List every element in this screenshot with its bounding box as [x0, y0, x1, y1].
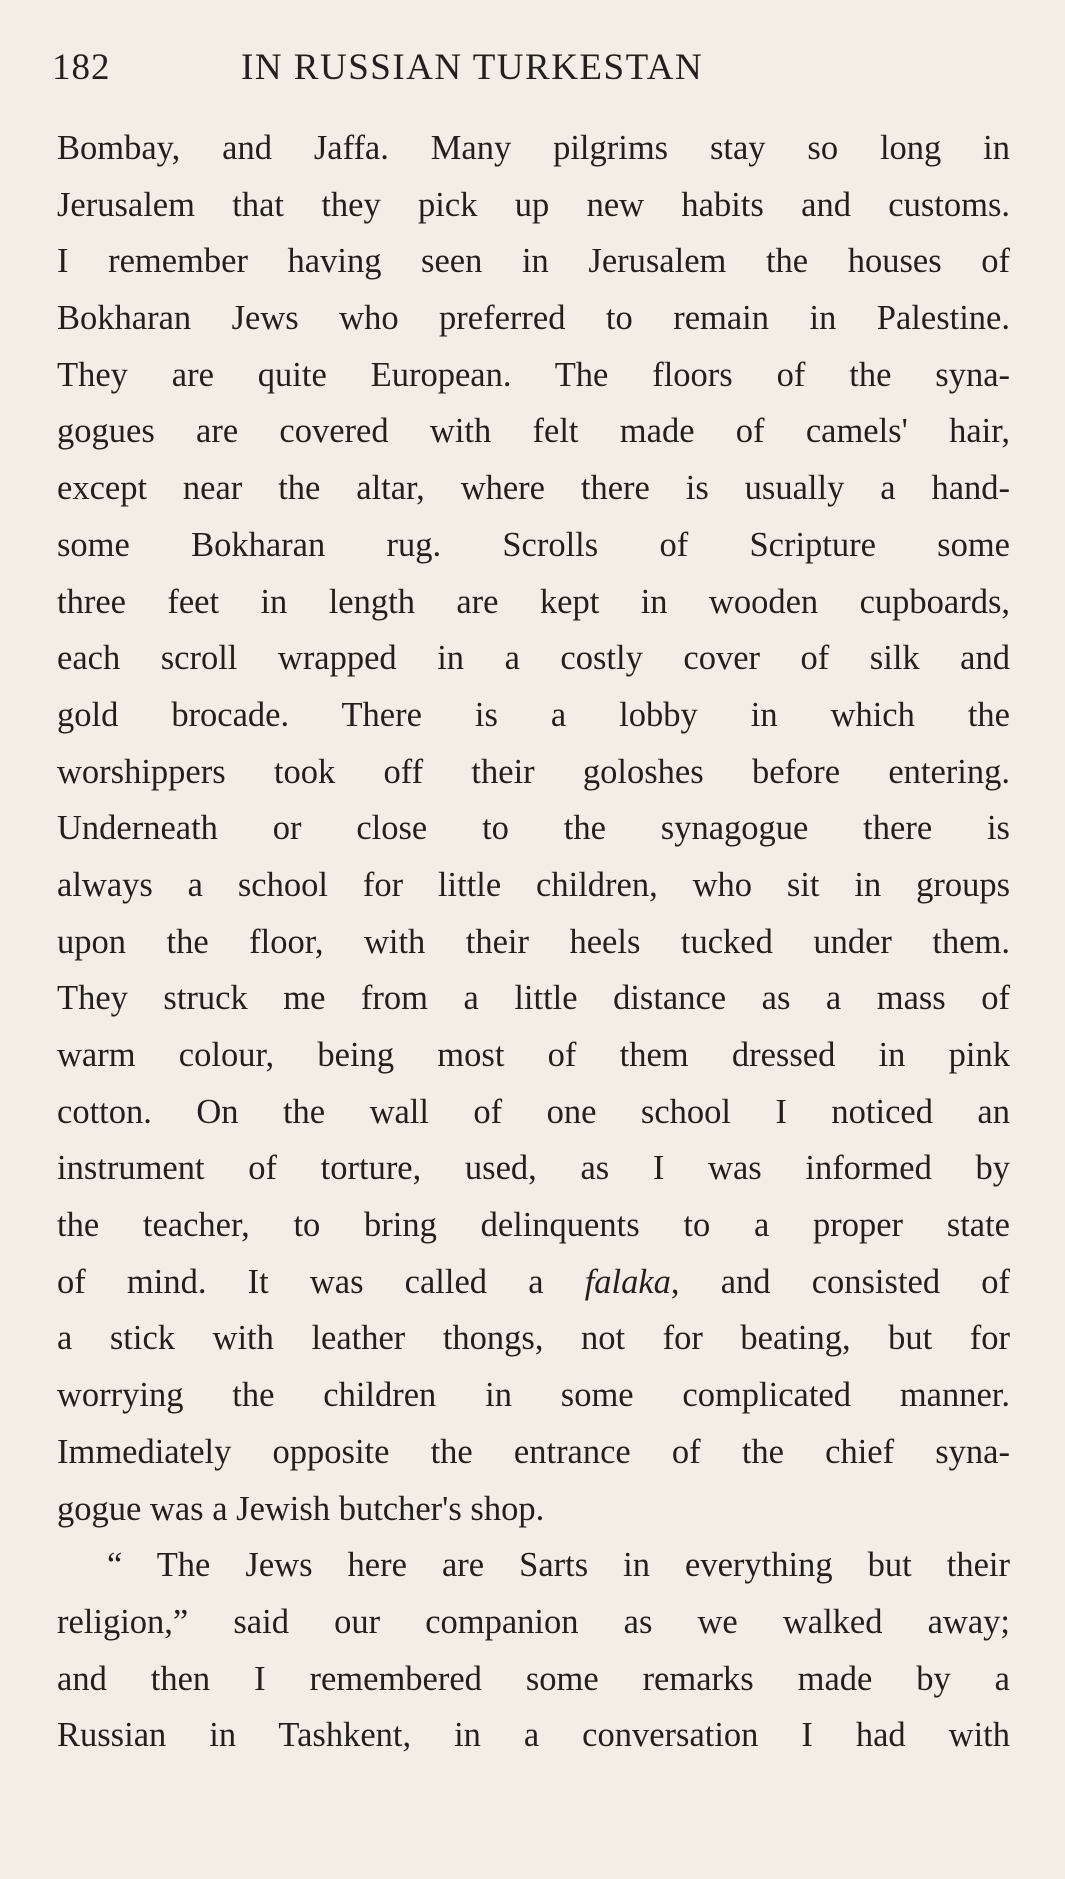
text-line: worrying the children in some complicated manner. — [57, 1376, 1010, 1415]
text-line: Bokharan Jews who preferred to remain in Palestine. — [57, 299, 1010, 338]
text-line: I remember having seen in Jerusalem the houses of — [57, 242, 1010, 281]
falaka-term: falaka — [584, 1262, 671, 1301]
paragraph-start-line: “ The Jews here are Sarts in everything but their — [107, 1546, 1010, 1585]
text-line: except near the altar, where there is usually a hand- — [57, 469, 1010, 508]
text-line: They are quite European. The floors of the syna- — [57, 355, 1010, 394]
text-line: upon the floor, with their heels tucked under them. — [57, 922, 1010, 961]
text-line: religion,” said our companion as we walked away; — [57, 1602, 1010, 1641]
text-line: Underneath or close to the synagogue there is — [57, 809, 1010, 848]
text-line: each scroll wrapped in a costly cover of silk and — [57, 639, 1010, 678]
paragraph-end-line: gogue was a Jewish butcher's shop. — [57, 1489, 545, 1528]
body-text — [57, 120, 1010, 1764]
text-line: the teacher, to bring delinquents to a proper state — [57, 1206, 1010, 1245]
text-line: Russian in Tashkent, in a conversation I had with — [57, 1716, 1010, 1755]
text-line: cotton. On the wall of one school I noticed an — [57, 1092, 1010, 1131]
falaka-line-before: of mind. It was called a — [57, 1262, 585, 1301]
text-line: They struck me from a little distance as a mass of — [57, 979, 1010, 1018]
running-head — [52, 38, 1010, 98]
text-line: instrument of torture, used, as I was informed by — [57, 1149, 1010, 1188]
text-line: and then I remembered some remarks made by a — [57, 1659, 1010, 1698]
text-line: worshippers took off their goloshes before entering. — [57, 752, 1010, 791]
text-line: gogues are covered with felt made of camels' hair, — [57, 412, 1010, 451]
text-line: a stick with leather thongs, not for beating, but for — [57, 1319, 1010, 1358]
page-number: 182 — [52, 47, 111, 88]
text-line: three feet in length are kept in wooden cupboards, — [57, 582, 1010, 621]
text-line: Immediately opposite the entrance of the chief syna- — [57, 1432, 1010, 1471]
text-line: Jerusalem that they pick up new habits and customs. — [57, 185, 1010, 224]
text-line: always a school for little children, who sit in groups — [57, 865, 1010, 904]
text-line: Bombay, and Jaffa. Many pilgrims stay so long in — [57, 129, 1010, 167]
text-line: warm colour, being most of them dressed in pink — [57, 1036, 1010, 1074]
running-title: IN RUSSIAN TURKESTAN — [241, 47, 704, 88]
text-line: some Bokharan rug. Scrolls of Scripture some — [57, 525, 1010, 564]
text-line-falaka — [57, 1254, 1010, 1311]
text-line: gold brocade. There is a lobby in which the — [57, 695, 1010, 734]
falaka-line-after: , and consisted of — [670, 1262, 1010, 1301]
